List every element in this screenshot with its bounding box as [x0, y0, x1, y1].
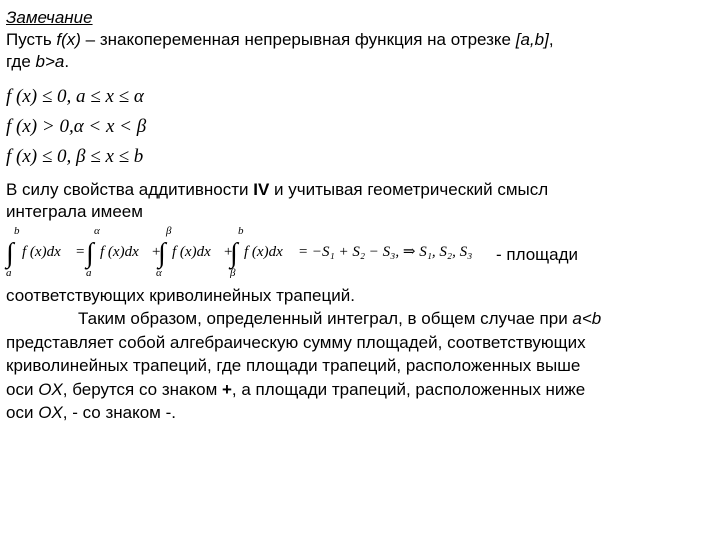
svg-text:α: α — [94, 226, 100, 237]
body-line-4: Таким образом, определенный интеграл, в общем случае при a<b — [78, 309, 602, 328]
svg-text:f (x)dx: f (x)dx — [172, 244, 211, 260]
svg-text:+: + — [152, 244, 161, 260]
svg-text:f (x)dx: f (x)dx — [244, 244, 283, 260]
interval-symbol: [a,b] — [515, 30, 549, 49]
body-line-5: представляет собой алгебраическую сумму площадей, соответствующих — [6, 333, 586, 352]
formula-rhs: = −S₁ + S₂ − S₃, ⇒ S₁, S₂, S₃ — [298, 244, 473, 260]
areas-label: - площади — [496, 245, 579, 264]
svg-text:β: β — [166, 226, 172, 237]
intro-line-2: где b>a. — [6, 52, 70, 71]
body-line-6: криволинейных трапеций, где площади трапеций, расположенных выше — [6, 356, 581, 375]
body-line-1: В силу свойства аддитивности IV и учитывая геометрический смысл — [6, 180, 549, 199]
svg-text:f (x)dx: f (x)dx — [22, 244, 61, 260]
svg-text:b: b — [238, 226, 244, 237]
integral-formula — [4, 226, 494, 278]
svg-text:∫: ∫ — [6, 238, 14, 269]
integral-2 — [84, 226, 139, 278]
svg-text:∫: ∫ — [158, 238, 166, 269]
remark-title: Замечание — [6, 8, 93, 27]
condition-symbol: b>a — [35, 52, 65, 71]
function-symbol: f(x) — [56, 30, 81, 49]
svg-text:=: = — [76, 244, 85, 260]
integral-4 — [228, 226, 283, 278]
svg-text:b: b — [14, 226, 20, 237]
svg-text:α: α — [156, 267, 162, 278]
body-line-3: соответствующих криволинейных трапеций. — [6, 286, 355, 305]
integral-1 — [4, 226, 61, 278]
svg-text:a: a — [86, 267, 92, 278]
svg-text:+: + — [224, 244, 233, 260]
body-line-8: оси OX, - со знаком -. — [6, 403, 176, 422]
svg-text:∫: ∫ — [86, 238, 94, 269]
svg-text:f (x)dx: f (x)dx — [100, 244, 139, 260]
svg-text:a: a — [6, 267, 12, 278]
condition-1: f (x) ≤ 0, a ≤ x ≤ α — [6, 86, 144, 107]
intro-line-1: Пусть f(x) – знакопеременная непрерывная функция на отрезке [a,b], — [6, 30, 554, 49]
svg-text:β: β — [230, 267, 236, 278]
condition-3: f (x) ≤ 0, β ≤ x ≤ b — [6, 146, 144, 167]
body-line-2: интеграла имеем — [6, 202, 143, 221]
integral-3 — [156, 226, 211, 278]
body-line-7: оси OX, берутся со знаком +, а площади трапеций, расположенных ниже — [6, 380, 586, 399]
svg-text:∫: ∫ — [230, 238, 238, 269]
condition-2: f (x) > 0,α < x < β — [6, 116, 147, 137]
